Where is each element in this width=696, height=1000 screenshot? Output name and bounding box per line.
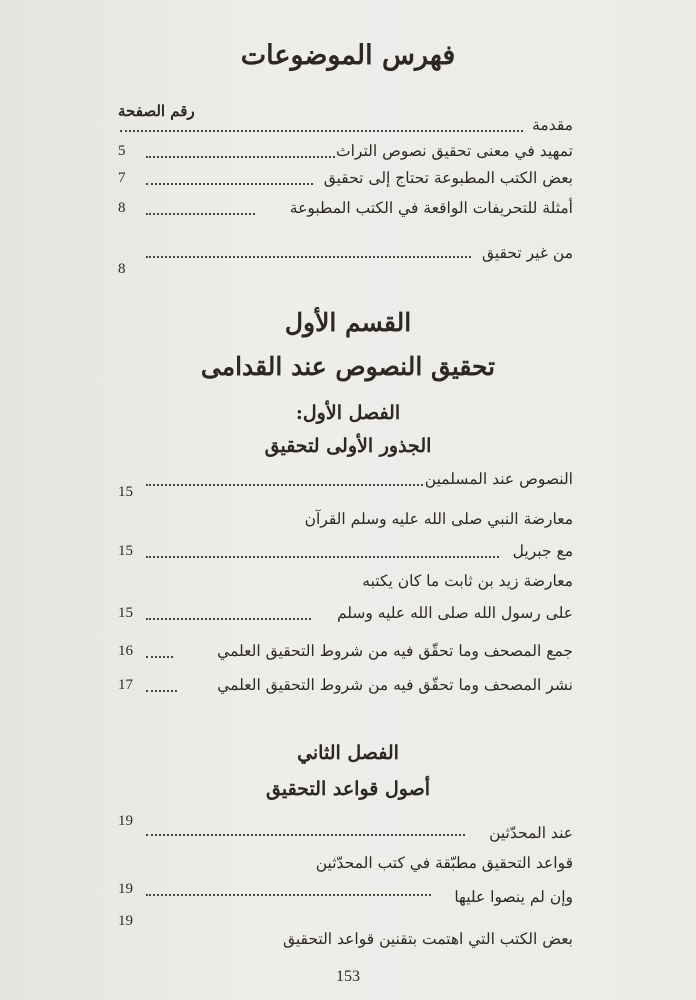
toc-entry-text: عند المحدّثين bbox=[489, 824, 573, 842]
toc-entry-text: من غير تحقيق bbox=[481, 244, 573, 262]
toc-entry-text: قواعد التحقيق مطبّقة في كتب المحدّثين bbox=[315, 854, 573, 872]
toc-entry-text: جمع المصحف وما تحقّق فيه من شروط التحقيق العلمي bbox=[217, 642, 573, 660]
toc-entry-text: أمثلة للتحريفات الواقعة في الكتب المطبوعة bbox=[289, 199, 573, 217]
toc-entry-text: على رسول الله صلى الله عليه وسلم bbox=[336, 604, 573, 622]
part-subtitle: تحقيق النصوص عند القدامى bbox=[200, 352, 496, 381]
toc-entry-text: معارضة النبي صلى الله عليه وسلم القرآن bbox=[304, 510, 573, 528]
toc-entry-continuation bbox=[118, 479, 573, 505]
leader-dots bbox=[146, 894, 431, 896]
leader-dots bbox=[146, 556, 499, 558]
chapter-title: الجذور الأولى لتحقيق bbox=[264, 435, 432, 457]
toc-entry-page: 19 bbox=[118, 813, 133, 829]
toc-entry bbox=[118, 112, 573, 138]
page-number-column-heading: رقم الصفحة bbox=[118, 102, 195, 120]
toc-entry-text: تمهيد في معنى تحقيق نصوص التراث bbox=[336, 142, 573, 160]
toc-entry bbox=[118, 568, 573, 594]
leader-dots bbox=[146, 834, 465, 836]
leader-dots bbox=[146, 156, 335, 158]
toc-entry bbox=[118, 850, 573, 876]
toc-entry-page: 17 bbox=[118, 677, 133, 693]
part-title: القسم الأول bbox=[284, 308, 412, 337]
toc-entry-page: 15 bbox=[118, 484, 133, 500]
leader-dots bbox=[146, 618, 311, 620]
toc-entry-page: 7 bbox=[118, 170, 126, 186]
toc-entry-page: 8 bbox=[118, 261, 126, 277]
toc-entry bbox=[118, 876, 573, 906]
chapter-title: أصول قواعد التحقيق bbox=[265, 778, 430, 800]
toc-entry-page: 16 bbox=[118, 643, 133, 659]
toc-entry-text: معارضة زيد بن ثابت ما كان يكتبه bbox=[362, 572, 573, 590]
toc-entry bbox=[118, 195, 573, 221]
chapter-label: الفصل الأول: bbox=[295, 402, 401, 424]
toc-entry-page: 19 bbox=[118, 881, 133, 897]
leader-dots bbox=[146, 213, 255, 215]
toc-entry bbox=[118, 506, 573, 532]
toc-entry bbox=[118, 538, 573, 564]
toc-entry-text: نشر المصحف وما تحقّق فيه من شروط التحقيق العلمي bbox=[217, 676, 573, 694]
toc-entry bbox=[118, 138, 573, 164]
leader-dots bbox=[120, 130, 523, 132]
page-number: 153 bbox=[336, 968, 360, 985]
toc-entry bbox=[118, 638, 573, 664]
leader-dots bbox=[146, 656, 173, 658]
toc-entry-text: مع جبريل bbox=[512, 542, 573, 560]
toc-entry bbox=[118, 908, 573, 948]
toc-entry bbox=[118, 224, 573, 262]
page-title: فهرس الموضوعات bbox=[240, 40, 456, 71]
toc-entry bbox=[118, 165, 573, 191]
toc-entry bbox=[118, 600, 573, 626]
toc-entry-page: 15 bbox=[118, 605, 133, 621]
toc-entry-text: بعض الكتب التي اهتمت بتقنين قواعد التحقيق bbox=[282, 930, 573, 948]
toc-entry-page: 19 bbox=[118, 913, 133, 929]
leader-dots bbox=[146, 183, 313, 185]
toc-entry-text: مقدمة bbox=[532, 116, 573, 134]
toc-entry-text: وإن لم ينصوا عليها bbox=[454, 888, 573, 906]
chapter-label: الفصل الثاني bbox=[297, 742, 399, 764]
toc-entry-continuation bbox=[118, 256, 573, 282]
toc-entry bbox=[118, 808, 573, 842]
toc-entry-page: 8 bbox=[118, 200, 126, 216]
toc-entry-page: 5 bbox=[118, 143, 126, 159]
toc-entry-text: بعض الكتب المطبوعة تحتاج إلى تحقيق bbox=[323, 169, 573, 187]
toc-entry-text: النصوص عند المسلمين bbox=[424, 470, 573, 488]
toc-entry bbox=[118, 672, 573, 698]
toc-entry-page: 15 bbox=[118, 543, 133, 559]
leader-dots bbox=[146, 690, 177, 692]
